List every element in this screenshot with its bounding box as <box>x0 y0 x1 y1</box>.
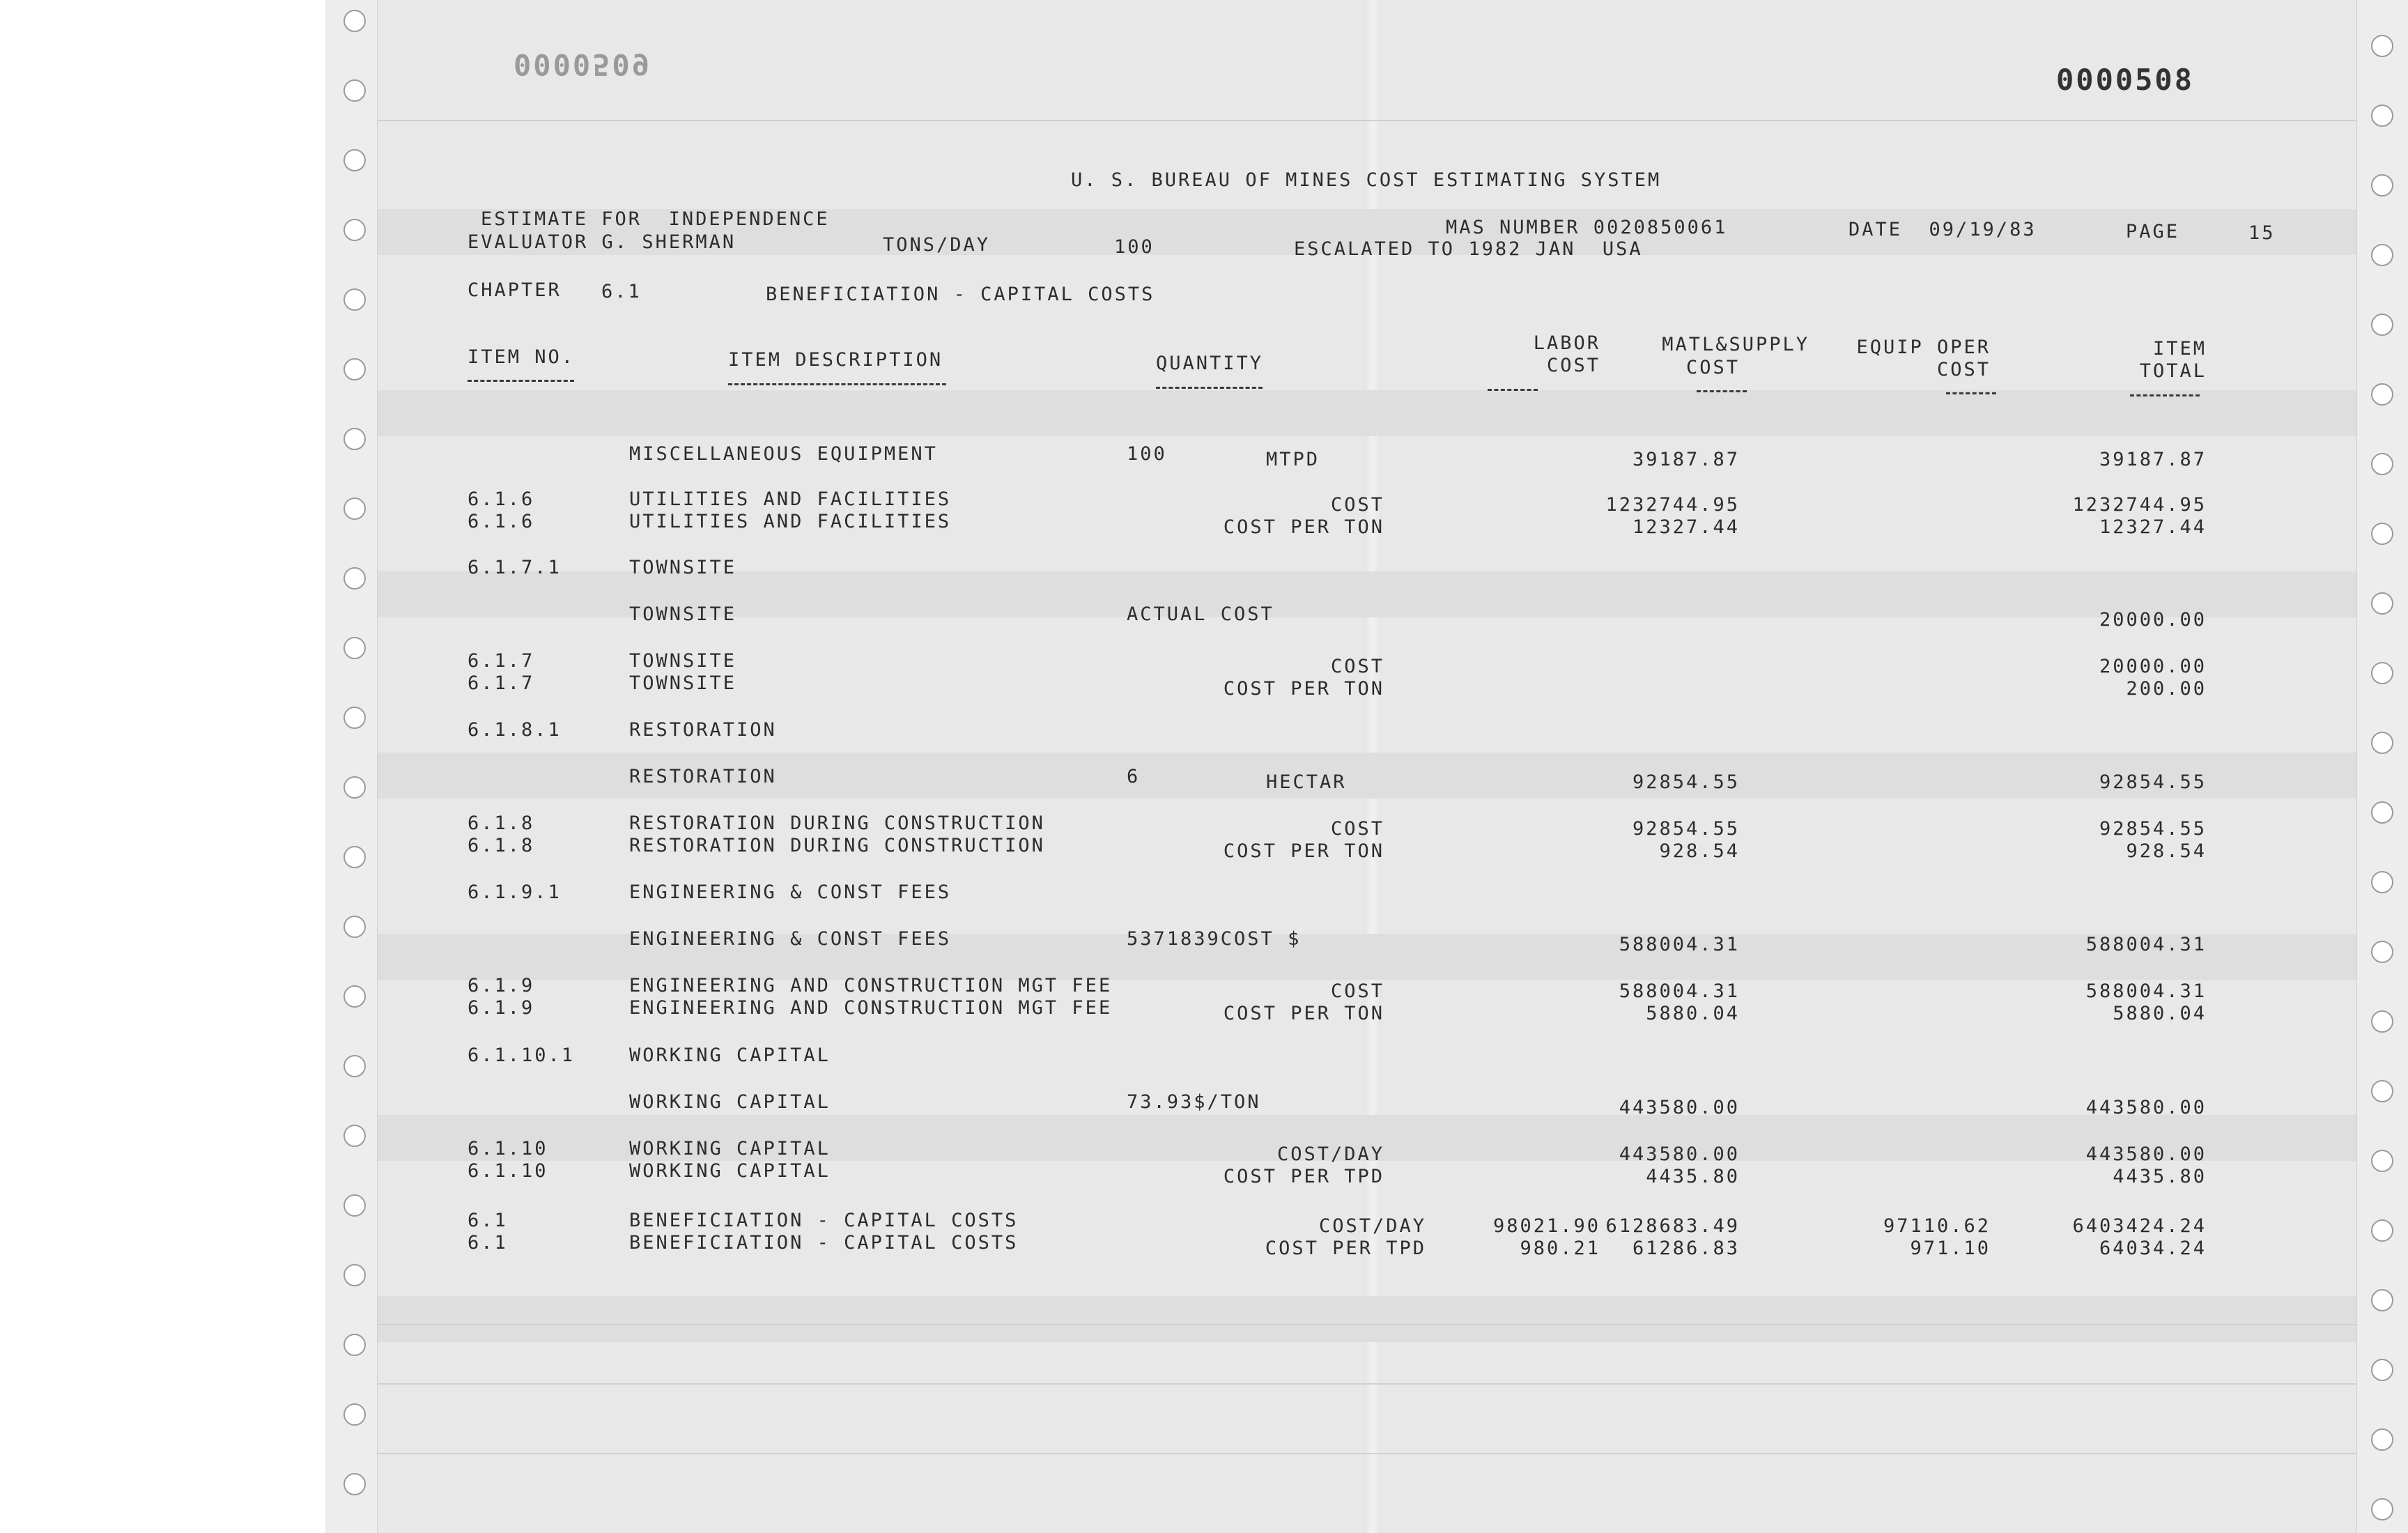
perforation-hole <box>2371 662 2393 684</box>
item-description: WORKING CAPITAL <box>629 1045 831 1066</box>
col-labor: LABOR <box>1533 332 1600 354</box>
perforation-hole <box>344 358 366 380</box>
perforation-hole <box>344 1403 366 1426</box>
perforation-hole <box>344 1055 366 1077</box>
perforation-hole <box>2371 1150 2393 1172</box>
tons-label: TONS/DAY <box>883 234 991 256</box>
item-description: TOWNSITE <box>629 557 737 578</box>
perforation-hole <box>2371 1359 2393 1381</box>
perforation-hole <box>344 1264 366 1286</box>
quantity-unit: COST PER TPD <box>1265 1238 1426 1259</box>
item-total: 443580.00 <box>2085 1097 2207 1118</box>
perforation-hole <box>344 1194 366 1217</box>
col-underline <box>468 380 574 384</box>
item-total: 588004.31 <box>2085 980 2207 1002</box>
item-description: TOWNSITE <box>629 672 737 694</box>
chapter-number: 6.1 <box>601 281 642 302</box>
col-underline <box>1697 390 1747 394</box>
estimate-for: ESTIMATE FOR INDEPENDENCE <box>481 208 830 230</box>
matl-supply-cost: 39187.87 <box>1632 449 1740 470</box>
matl-supply-cost: 12327.44 <box>1632 516 1740 538</box>
item-description: ENGINEERING AND CONSTRUCTION MGT FEE <box>629 975 1113 996</box>
item-total: 6403424.24 <box>2072 1215 2207 1237</box>
item-total: 200.00 <box>2126 678 2207 700</box>
perforation-hole <box>344 846 366 868</box>
item-number: 6.1.10 <box>468 1160 548 1182</box>
item-description: MISCELLANEOUS EQUIPMENT <box>629 443 938 465</box>
perforation-hole <box>344 776 366 799</box>
matl-supply-cost: 443580.00 <box>1619 1143 1740 1165</box>
item-total: 92854.55 <box>2099 818 2207 840</box>
item-description: ENGINEERING & CONST FEES <box>629 881 952 903</box>
matl-supply-cost: 588004.31 <box>1619 980 1740 1002</box>
quantity-unit: COST <box>1330 656 1384 677</box>
item-total: 20000.00 <box>2099 609 2207 631</box>
perforation-hole <box>344 1125 366 1147</box>
item-description: RESTORATION <box>629 766 777 787</box>
item-description: WORKING CAPITAL <box>629 1138 831 1160</box>
item-total: 928.54 <box>2126 840 2207 862</box>
item-total: 1232744.95 <box>2072 494 2207 516</box>
quantity-value: 73.93$/TON <box>1127 1091 1261 1113</box>
perforation-hole <box>344 985 366 1008</box>
matl-supply-cost: 5880.04 <box>1646 1003 1740 1024</box>
escalated-note: ESCALATED TO 1982 JAN USA <box>1294 238 1643 260</box>
perforation-hole <box>344 1334 366 1356</box>
item-number: 6.1 <box>468 1232 508 1254</box>
perforation-hole <box>344 428 366 450</box>
col-equip: EQUIP OPER <box>1856 337 1991 358</box>
item-total: 443580.00 <box>2085 1143 2207 1165</box>
item-number: 6.1.6 <box>468 488 535 510</box>
col-matl: MATL&SUPPLY <box>1662 334 1809 355</box>
item-total: 588004.31 <box>2085 934 2207 955</box>
col-underline <box>728 383 946 387</box>
labor-cost: 98021.90 <box>1492 1215 1600 1237</box>
tear-line <box>377 120 2356 121</box>
perforation-hole <box>2371 1010 2393 1033</box>
perforation-hole <box>344 637 366 659</box>
printout-sheet: 0000509 0000508 U. S. BUREAU OF MINES COST ESTIMATING SYSTEM ESTIMATE FOR INDEPENDENCE EVALUATOR G. SHERMAN TONS/DAY 100 MAS NUMBER 0020850061 ESCALATED TO 1982 JAN USA DATE 09/19/83 PAGE 15 CHAPTER 6.1 BENEFICIATION - CAPITAL COSTS ITEM NO. ITEM DESCRIPTION QUANTITY LABOR COST MATL&SUPPLY COST EQUIP OPER COST ITEM TOTAL MISCELLANEOUS EQUIPMENT 100 MTPD 39187.87 39187.87 6.1.6 UTILITIES AND FACILITIES COST 1232744.95 1232744.95 6.1.6 UTILITIES AND FACILITIES COST PER TON 12327.44 12327.44 6.1.7.1 TOWNSITE TOWNSITE ACTUAL COST 20000.00 6.1.7 TOWNSITE COST 20000.00 6.1.7 TOWNSITE COST PER TON 200.00 6.1.8.1 RESTORATION RESTORATION 6 92854.55 92854.55 6.1.8 RESTORATION DURING CONSTRUCTION COST 92854.55 92854.55 6.1.8 RESTORATION DURING CONSTRUCTION COST PER TON 928.54 928.54 6.1.9.1 ENGINEERING & CONST FEES ENGINEERING & CONST FEES 5371839COST $ 588004.31 588004.31 6.1.9 ENGINEERING AND CONSTRUCTION MGT FEE COST 588004.31 588004.31 6.1.9 ENGINEERING AND CONSTRUCTION MGT FEE COST PER TON 5880.04 5880.04 6.1.10.1 WORKING CAPITAL WORKING CAPITAL 73.93$/TON 443580.00 443580.00 6.1.10 WORKING CAPITAL COST/DAY 443580.00 443580.00 6.1.10 WORKING CAPITAL COST PER TPD 4435.80 4435.80 6.1 BENEFICIATION - CAPITAL COSTS COST/DAY 98021.90 6128683.49 97110.62 6403424.24 6.1 BENEFICIATION - CAPITAL COSTS COST PER TPD 980.21 61286.83 971.10 64034.24 <box>325 0 2408 1533</box>
item-description: TOWNSITE <box>629 603 737 625</box>
matl-supply-cost: 443580.00 <box>1619 1097 1740 1118</box>
perforation-hole <box>2371 314 2393 336</box>
item-description: WORKING CAPITAL <box>629 1091 831 1113</box>
perforation-hole <box>2371 1498 2393 1520</box>
quantity-value: ACTUAL COST <box>1127 603 1274 625</box>
perforation-hole <box>2371 1219 2393 1242</box>
perforation-hole <box>2371 941 2393 963</box>
rule-line <box>377 1324 2356 1325</box>
col-underline <box>1156 387 1263 391</box>
perforation-hole <box>2371 801 2393 824</box>
item-total: 12327.44 <box>2099 516 2207 538</box>
item-number: 6.1.7 <box>468 650 535 672</box>
stamp-mirrored: 0000509 <box>514 47 652 82</box>
matl-supply-cost: 6128683.49 <box>1605 1215 1740 1237</box>
item-description: ENGINEERING AND CONSTRUCTION MGT FEE <box>629 997 1113 1019</box>
perforation-hole <box>344 707 366 729</box>
quantity-value: 6 <box>1127 766 1141 787</box>
item-number: 6.1.9 <box>468 975 535 996</box>
item-description: UTILITIES AND FACILITIES <box>629 488 952 510</box>
item-description: RESTORATION <box>629 719 777 741</box>
item-number: 6.1.7 <box>468 672 535 694</box>
greenbar-band <box>325 1296 2408 1342</box>
chapter-title: BENEFICIATION - CAPITAL COSTS <box>766 284 1155 305</box>
item-number: 6.1 <box>468 1210 508 1231</box>
quantity-unit: COST PER TON <box>1223 840 1384 862</box>
system-title: U. S. BUREAU OF MINES COST ESTIMATING SYSTEM <box>1071 169 1662 191</box>
col-equip-cost: COST <box>1936 359 1991 380</box>
col-labor-cost: COST <box>1546 355 1600 376</box>
page-label: PAGE <box>2126 221 2180 242</box>
item-total: 20000.00 <box>2099 656 2207 677</box>
tons-value: 100 <box>1114 236 1155 258</box>
chapter-label: CHAPTER <box>468 279 562 301</box>
col-quantity: QUANTITY <box>1156 353 1264 374</box>
perforation-hole <box>2371 592 2393 615</box>
perforation-hole <box>344 498 366 520</box>
perforation-hole <box>344 567 366 590</box>
col-item-total-1: ITEM <box>2152 338 2207 360</box>
quantity-unit: COST <box>1330 818 1384 840</box>
rule-line <box>377 1383 2356 1385</box>
item-number: 6.1.10 <box>468 1138 548 1160</box>
perforation-hole <box>2371 35 2393 57</box>
matl-supply-cost: 61286.83 <box>1632 1238 1740 1259</box>
report-date: DATE 09/19/83 <box>1849 219 2037 240</box>
perforation-hole <box>2371 732 2393 754</box>
perforation-hole <box>2371 383 2393 406</box>
col-underline <box>1488 389 1538 393</box>
item-number: 6.1.10.1 <box>468 1045 576 1066</box>
col-item-no: ITEM NO. <box>468 346 576 368</box>
col-item-description: ITEM DESCRIPTION <box>728 349 943 371</box>
quantity-unit: COST/DAY <box>1276 1143 1384 1165</box>
quantity-value: 5371839COST $ <box>1127 928 1302 950</box>
item-total: 5880.04 <box>2113 1003 2207 1024</box>
perforation-hole <box>344 10 366 32</box>
item-description: RESTORATION DURING CONSTRUCTION <box>629 812 1045 834</box>
item-total: 64034.24 <box>2099 1238 2207 1259</box>
item-number: 6.1.7.1 <box>468 557 562 578</box>
item-description: BENEFICIATION - CAPITAL COSTS <box>629 1210 1019 1231</box>
item-number: 6.1.8 <box>468 812 535 834</box>
item-description: WORKING CAPITAL <box>629 1160 831 1182</box>
quantity-unit: COST <box>1330 980 1384 1002</box>
mas-number: MAS NUMBER 0020850061 <box>1446 217 1728 238</box>
perforation-hole <box>344 79 366 102</box>
perforation-hole <box>2371 244 2393 266</box>
matl-supply-cost: 92854.55 <box>1632 818 1740 840</box>
quantity-unit: COST PER TON <box>1223 678 1384 700</box>
equip-oper-cost: 971.10 <box>1910 1238 1991 1259</box>
item-number: 6.1.6 <box>468 511 535 532</box>
quantity-unit: COST/DAY <box>1318 1215 1426 1237</box>
perforation-hole <box>2371 523 2393 545</box>
labor-cost: 980.21 <box>1520 1238 1600 1259</box>
item-total: 39187.87 <box>2099 449 2207 470</box>
col-underline <box>1946 392 1996 396</box>
item-number: 6.1.9.1 <box>468 881 562 903</box>
quantity-unit: COST PER TPD <box>1223 1166 1384 1187</box>
item-number: 6.1.9 <box>468 997 535 1019</box>
col-underline <box>2130 394 2200 399</box>
item-number: 6.1.8.1 <box>468 719 562 741</box>
col-matl-cost: COST <box>1685 357 1740 378</box>
item-description: RESTORATION DURING CONSTRUCTION <box>629 835 1045 856</box>
page-number: 15 <box>2248 222 2276 244</box>
matl-supply-cost: 4435.80 <box>1646 1166 1740 1187</box>
evaluator: EVALUATOR G. SHERMAN <box>468 231 736 253</box>
matl-supply-cost: 92854.55 <box>1632 771 1740 793</box>
perforation-hole <box>344 916 366 938</box>
matl-supply-cost: 588004.31 <box>1619 934 1740 955</box>
perforation-hole <box>2371 105 2393 127</box>
perforation-hole <box>344 149 366 171</box>
item-total: 92854.55 <box>2099 771 2207 793</box>
matl-supply-cost: 928.54 <box>1659 840 1740 862</box>
perforation-hole <box>2371 871 2393 893</box>
perforation-hole <box>2371 174 2393 197</box>
perforation-hole <box>344 1473 366 1495</box>
item-number: 6.1.8 <box>468 835 535 856</box>
item-description: ENGINEERING & CONST FEES <box>629 928 952 950</box>
perforation-hole <box>344 288 366 311</box>
perforation-hole <box>344 219 366 241</box>
item-total: 4435.80 <box>2113 1166 2207 1187</box>
item-description: BENEFICIATION - CAPITAL COSTS <box>629 1232 1019 1254</box>
quantity-value: 100 <box>1127 443 1167 465</box>
perforation-hole <box>2371 1080 2393 1102</box>
item-description: TOWNSITE <box>629 650 737 672</box>
rule-line <box>377 1453 2356 1454</box>
equip-oper-cost: 97110.62 <box>1883 1215 1991 1237</box>
perforation-hole <box>2371 1289 2393 1311</box>
col-item-total-2: TOTAL <box>2139 360 2207 382</box>
quantity-unit: COST <box>1330 494 1384 516</box>
perforation-hole <box>2371 1428 2393 1451</box>
stamp-number: 0000508 <box>2056 63 2195 97</box>
greenbar-band <box>325 390 2408 436</box>
item-description: UTILITIES AND FACILITIES <box>629 511 952 532</box>
matl-supply-cost: 1232744.95 <box>1605 494 1740 516</box>
quantity-unit: COST PER TON <box>1223 516 1384 538</box>
quantity-unit: COST PER TON <box>1223 1003 1384 1024</box>
perforation-hole <box>2371 453 2393 475</box>
